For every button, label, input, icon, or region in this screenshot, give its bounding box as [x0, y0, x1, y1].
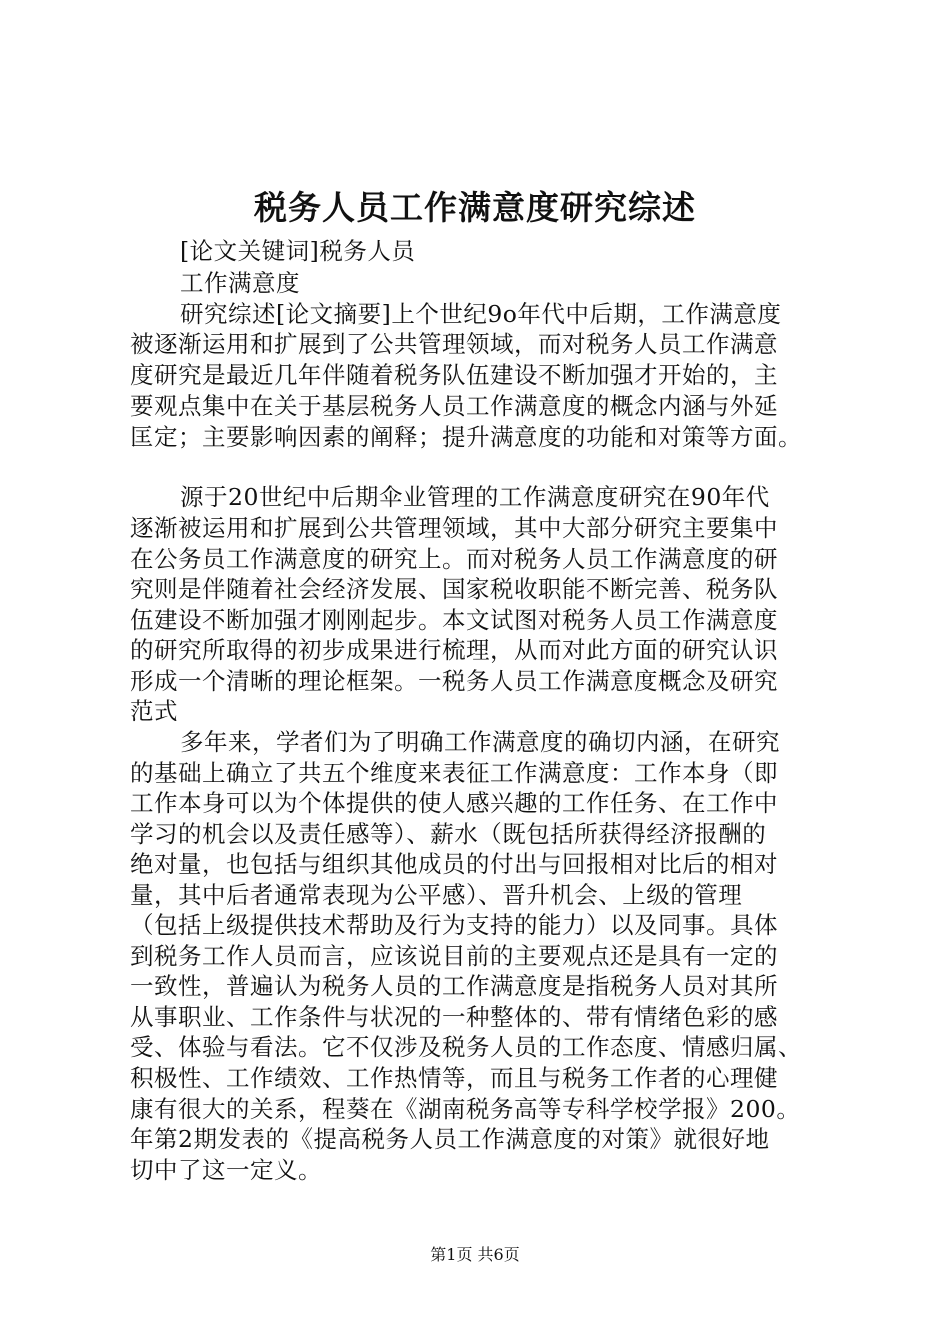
abstract-line: 度研究是最近几年伴随着税务队伍建设不断加强才开始的，主 [130, 361, 778, 389]
keywords-line: [论文关键词]税务人员 [180, 237, 416, 265]
paragraph-1-line: 究则是伴随着社会经济发展、国家税收职能不断完善、税务队 [130, 575, 778, 603]
paragraph-2-line: 切中了这一定义。 [130, 1156, 322, 1184]
paragraph-2-line: 积极性、工作绩效、工作热情等，而且与税务工作者的心理健 [130, 1064, 778, 1092]
paragraph-1-line: 范式 [130, 697, 178, 725]
abstract-line: 被逐渐运用和扩展到了公共管理领域，而对税务人员工作满意 [130, 330, 778, 358]
abstract-line: 要观点集中在关于基层税务人员工作满意度的概念内涵与外延 [130, 392, 778, 420]
paragraph-1-line: 形成一个清晰的理论框架。一税务人员工作满意度概念及研究 [130, 667, 778, 695]
paragraph-2-line: 年第2期发表的《提高税务人员工作满意度的对策》就很好地 [130, 1125, 770, 1153]
paragraph-2-line: 工作本身可以为个体提供的使人感兴趣的工作任务、在工作中 [130, 789, 778, 817]
paragraph-1-line: 逐渐被运用和扩展到公共管理领域，其中大部分研究主要集中 [130, 514, 778, 542]
paragraph-1-line: 源于20世纪中后期伞业管理的工作满意度研究在90年代 [180, 483, 770, 511]
paragraph-2-line: 量，其中后者通常表现为公平感）、晋升机会、上级的管理 [130, 881, 743, 909]
paragraph-2-line: 多年来，学者们为了明确工作满意度的确切内涵，在研究 [180, 728, 780, 756]
paragraph-2-line: 一致性，普遍认为税务人员的工作满意度是指税务人员对其所 [130, 972, 778, 1000]
document-title: 税务人员工作满意度研究综述 [254, 188, 696, 227]
paragraph-1-line: 伍建设不断加强才刚刚起步。本文试图对税务人员工作满意度 [130, 606, 778, 634]
paragraph-1-line: 在公务员工作满意度的研究上。而对税务人员工作满意度的研 [130, 545, 778, 573]
paragraph-2-line: 绝对量，也包括与组织其他成员的付出与回报相对比后的相对 [130, 850, 778, 878]
paragraph-2-line: 康有很大的关系，程葵在《湖南税务高等专科学校学报》200。 [130, 1095, 801, 1123]
paragraph-2-line: 到税务工作人员而言，应该说目前的主要观点还是具有一定的 [130, 942, 778, 970]
paragraph-1-line: 的研究所取得的初步成果进行梳理，从而对此方面的研究认识 [130, 636, 778, 664]
paragraph-2-line: （包括上级提供技术帮助及行为支持的能力）以及同事。具体 [130, 911, 778, 939]
paragraph-2-line: 从事职业、工作条件与状况的一种整体的、带有情绪色彩的感 [130, 1003, 778, 1031]
paragraph-2-line: 学习的机会以及责任感等）、薪水（既包括所获得经济报酬的 [130, 820, 767, 848]
keywords-line-2: 工作满意度 [180, 269, 300, 297]
paragraph-2-line: 的基础上确立了共五个维度来表征工作满意度：工作本身（即 [130, 759, 778, 787]
abstract-line: 研究综述[论文摘要]上个世纪9o年代中后期，工作满意度 [180, 300, 782, 328]
page-footer: 第1页 共6页 [430, 1245, 520, 1264]
abstract-line: 匡定；主要影响因素的阐释；提升满意度的功能和对策等方面。 [130, 423, 802, 451]
paragraph-2-line: 受、体验与看法。它不仅涉及税务人员的工作态度、情感归属、 [130, 1033, 802, 1061]
